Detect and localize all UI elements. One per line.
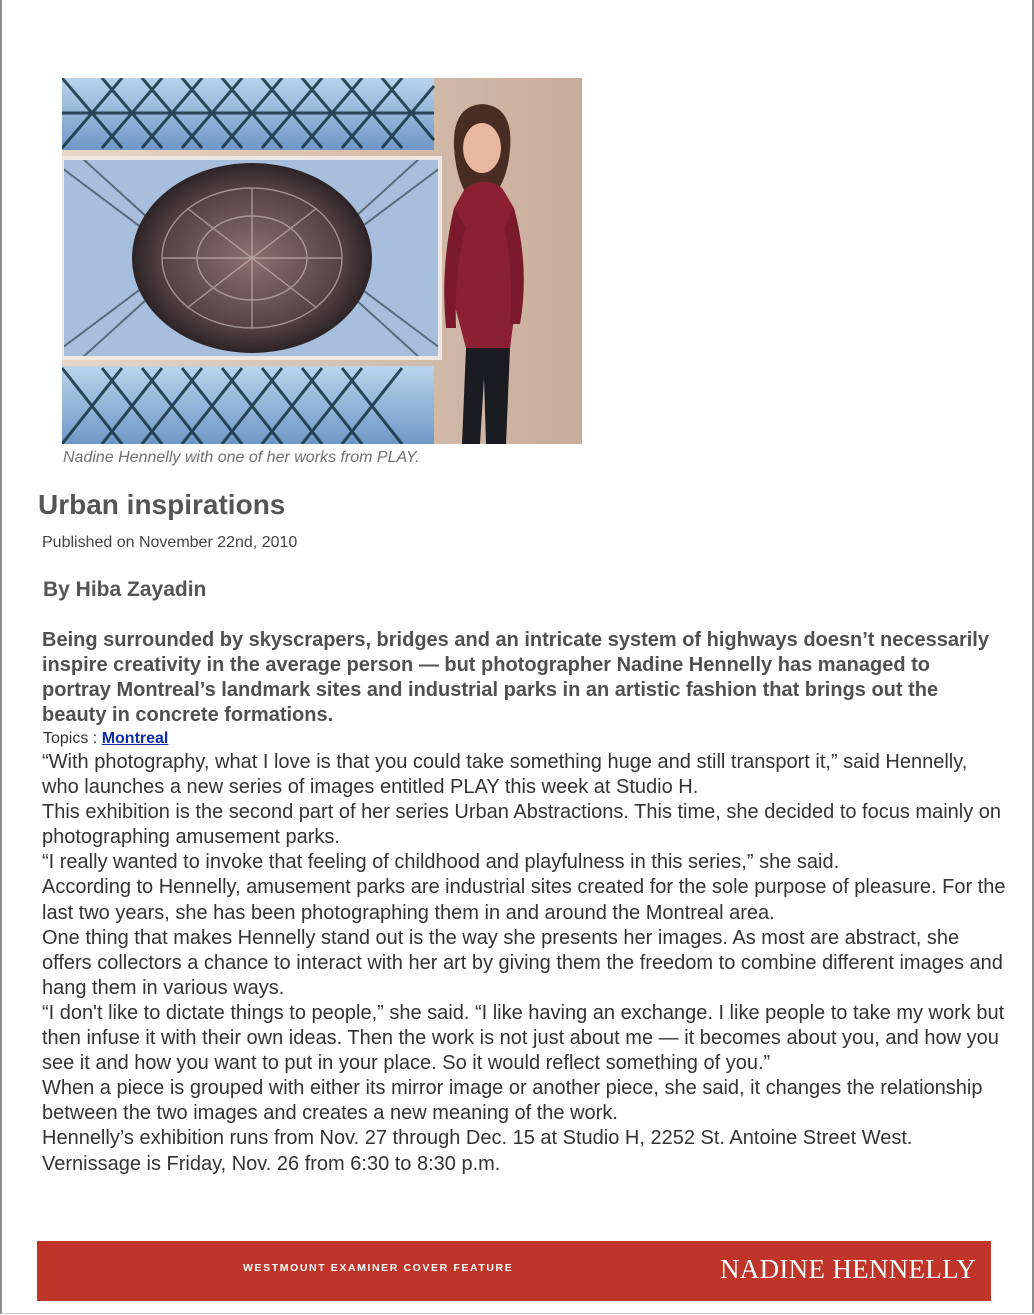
body-paragraph: According to Hennelly, amusement parks are industrial sites created for the sole purpose of pleasure. For the last two years, she has been photographing them in and around the Montreal area.	[42, 876, 1006, 924]
banner-artist-name: NADINE HENNELLY	[720, 1254, 976, 1284]
article-headline: Urban inspirations	[38, 489, 286, 520]
article-photo	[62, 78, 582, 444]
body-paragraph: This exhibition is the second part of her series Urban Abstractions. This time, she decided to focus mainly on photographing amusement parks.	[42, 801, 1002, 849]
body-paragraph: “I really wanted to invoke that feeling of childhood and playfulness in this series,” she said.	[42, 851, 840, 874]
body-paragraph: When a piece is grouped with either its mirror image or another piece, she said, it changes the relationship between the two images and creates a new meaning of the work.	[42, 1077, 983, 1125]
topic-link-montreal[interactable]: Montreal	[101, 730, 169, 747]
body-paragraph: One thing that makes Hennelly stand out is the way she presents her images. As most are abstract, she offers collectors a chance to interact with her art by giving them the freedom to combine different images and hang them in various ways.	[42, 926, 1003, 999]
author-byline: By Hiba Zayadin	[43, 578, 207, 601]
topics-row	[43, 730, 168, 748]
article-lede: Being surrounded by skyscrapers, bridges and an intricate system of highways doesn’t necessarily inspire creativity in the average person — but photographer Nadine Hennelly has managed to portray Montreal’s landmark sites and industrial parks in an artistic fashion that brings out the beauty in concrete formations.	[42, 629, 989, 726]
article-body	[42, 750, 1007, 1177]
body-paragraph: “With photography, what I love is that you could take something huge and still transport it,” said Hennelly, who launches a new series of images entitled PLAY this week at Studio H.	[42, 751, 968, 799]
cover-feature-banner	[37, 1241, 991, 1301]
photo-caption: Nadine Hennelly with one of her works from PLAY.	[63, 449, 420, 466]
publish-date: Published on November 22nd, 2010	[42, 534, 298, 551]
topics-label: Topics :	[43, 730, 98, 747]
body-paragraph: “I don't like to dictate things to people,” she said. “I like having an exchange. I like people to take my work but then infuse it with their own ideas. Then the work is not just about me — it becomes about you, and how you see it and how you want to put in your place. So it would reflect something of you.”	[42, 1001, 1005, 1075]
banner-feature-label: WESTMOUNT EXAMINER COVER FEATURE	[243, 1262, 514, 1274]
body-paragraph: Hennelly’s exhibition runs from Nov. 27 through Dec. 15 at Studio H, 2252 St. Antoine Street West. Vernissage is Friday, Nov. 26 from 6:30 to 8:30 p.m.	[42, 1127, 913, 1175]
